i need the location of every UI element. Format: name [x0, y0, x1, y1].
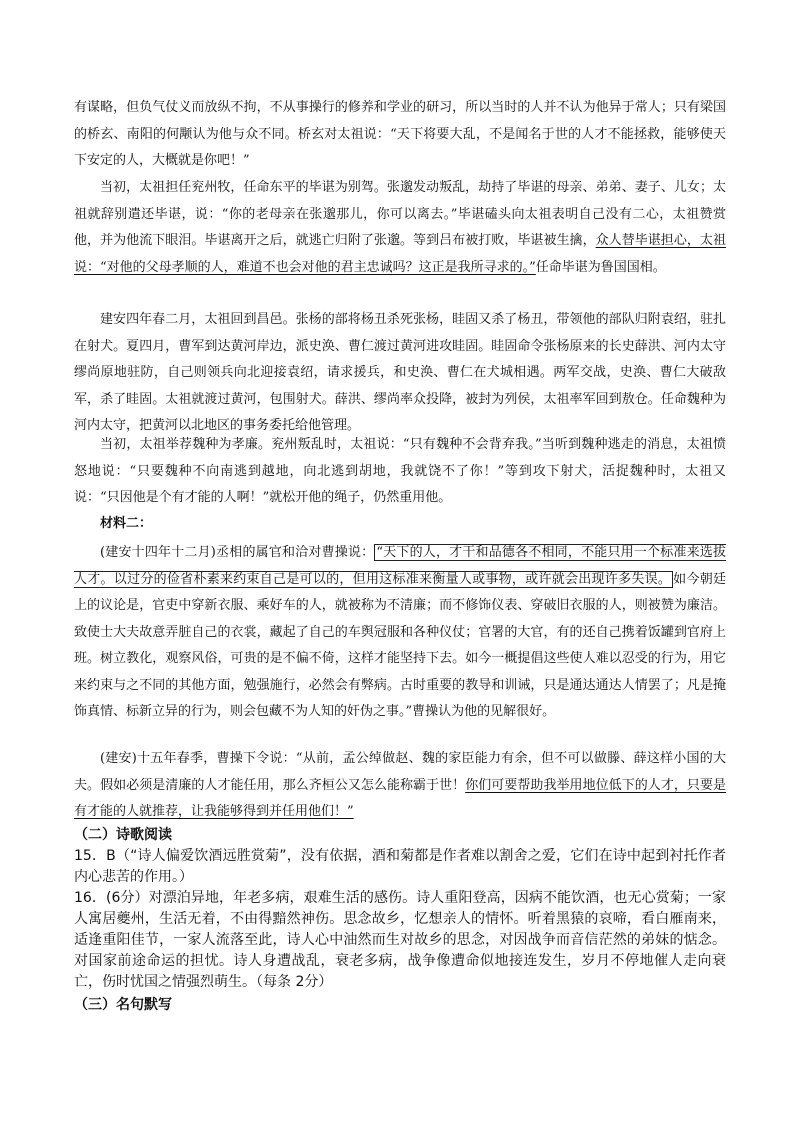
section-poetry-heading: （二）诗歌阅读 — [74, 827, 172, 843]
material1-paragraph-4 — [74, 432, 726, 512]
material1-p3-text: 建安四年春二月，太祖回到昌邑。张杨的部将杨丑杀死张杨，眭固又杀了杨丑，带领他的部队归附袁绍，驻扎在射犬。夏四月，曹军到达黄河岸边，派史涣、曹仁渡过黄河进攻眭固。眭固命令张杨原来的长史薛洪、河内太守缪尚原地驻防，自己则领兵向北迎接袁绍，请求援兵，和史涣、曹仁在犬城相遇。两军交战，史涣、曹仁大破敌军，杀了眭固。太祖就渡过黄河，包围射犬。薛洪、缪尚率众投降，被封为列侯，太祖率军回到敖仓。任命魏种为河内太守，把黄河以北地区的事务委托给他管理。 — [74, 312, 726, 433]
material2-p1-text-b: 如今朝廷上的议论是，官吏中穿新衣服、乘好车的人，就被称为不清廉；而不修饰仪表、穿破旧衣服的人，则被赞为廉洁。致使士大夫故意弄脏自己的衣裳，藏起了自己的车舆冠服和各种仪仗；官署的大官，有的还自己携着饭罐到官府上班。树立教化，观察风俗，可贵的是不偏不倚，这样才能坚持下去。如今一概提倡这些使人难以忍受的行为，用它来约束与之不同的其他方面，勉强施行，必然会有弊病。古时重要的教导和训诫，只是通达通达人情罢了；凡是掩饰真情、标新立异的行为，则会包藏不为人知的奸伪之事。”曹操认为他的见解很好。 — [74, 571, 726, 719]
material2-paragraph-2 — [74, 746, 726, 826]
material1-paragraph-2 — [74, 175, 726, 281]
material2-paragraph-1 — [74, 540, 726, 726]
material2-p1-boxed-quote: “天下的人，才干和品德各不相同，不能只用一个标准来选拔人才。以过分的俭省朴素来约束自己是可以的，但用这标准来衡量人或事物，或许就会出现许多失误。 — [74, 545, 726, 587]
material2-p2-underlined: 你们可要帮助我举用地位低下的人才，只要是有才能的人就推荐，让我能够得到并任用他们！” — [74, 777, 726, 819]
material1-paragraph-3 — [74, 307, 726, 440]
material1-p2-text-b: 任命毕谌为鲁国国相。 — [535, 259, 666, 275]
material1-p4-text: 当初，太祖举荐魏种为孝廉。兖州叛乱时，太祖说：“只有魏种不会背弃我。”当听到魏种逃走的消息，太祖愤怒地说：“只要魏种不向南逃到越地，向北逃到胡地，我就饶不了你！”等到攻下射犬，活捉魏种时，太祖又说：“只因他是个有才能的人啊！”就松开他的绳子，仍然重用他。 — [74, 437, 726, 505]
material2-p2-text-a: (建安)十五年春季，曹操下令说：“从前，孟公绰做赵、魏的家臣能力有余，但不可以做滕、薛这样小国的大夫。假如必须是清廉的人才能任用，那么齐桓公又怎么能称霸于世！ — [74, 751, 726, 793]
material2-heading: 材料二： — [100, 516, 153, 531]
material1-paragraph-1 — [74, 95, 726, 175]
question-16-answer: 16．(6分）对漂泊异地，年老多病，艰难生活的感伤。诗人重阳登高，因病不能饮酒，也无心赏菊；一家人寓居夔州，生活无着，不由得黯然神伤。思念故乡，忆想亲人的情怀。听着黑猿的哀啼，看白雁南来，适逢重阳佳节，一家人流落至此，诗人心中油然而生对故乡的思念，对因战争而音信茫然的弟妹的惦念。对国家前途命运的担忧。诗人身遭战乱，衰老多病，战争像遭命似地接连发生，岁月不停地催人走向衰亡，伤时忧国之情强烈萌生。（每条 2分） — [74, 890, 726, 990]
material1-p2-text-a: 当初，太祖担任兖州牧，任命东平的毕谌为别驾。张邈发动叛乱，劫持了毕谌的母亲、弟弟、妻子、儿女；太祖就辞别遣还毕谌，说：“你的老母亲在张邈那儿，你可以离去。”毕谌磕头向太祖表明自己没有二心，太祖赞赏他，并为他流下眼泪。毕谌离开之后，就逃亡归附了张邈。等到吕布被打败，毕谌被生擒， — [74, 180, 726, 248]
material1-p2-underlined: 众人替毕谌担心，太祖说：“对他的父母孝顺的人，难道不也会对他的君主忠诚吗？这正是我所寻求的。” — [74, 233, 726, 275]
question-15-answer: 15．B（“诗人偏爱饮酒远胜赏菊”，没有依据，酒和菊都是作者难以割舍之爱，它们在诗中起到衬托作者内心悲苦的作用。） — [74, 848, 726, 885]
material2-p1-text-a: (建安十四年十二月)丞相的属官和洽对曹操说： — [100, 545, 375, 560]
material1-p1-text: 有谋略，但负气仗义而放纵不拘，不从事操行的修养和学业的研习，所以当时的人并不认为他异于常人；只有梁国的桥玄、南阳的何颙认为他与众不同。桥玄对太祖说：“天下将要大乱，不是闻名于世的人才不能拯救，能够使天下安定的人，大概就是你吧！” — [74, 100, 726, 168]
section-recitation-heading: （三）名句默写 — [74, 997, 172, 1013]
